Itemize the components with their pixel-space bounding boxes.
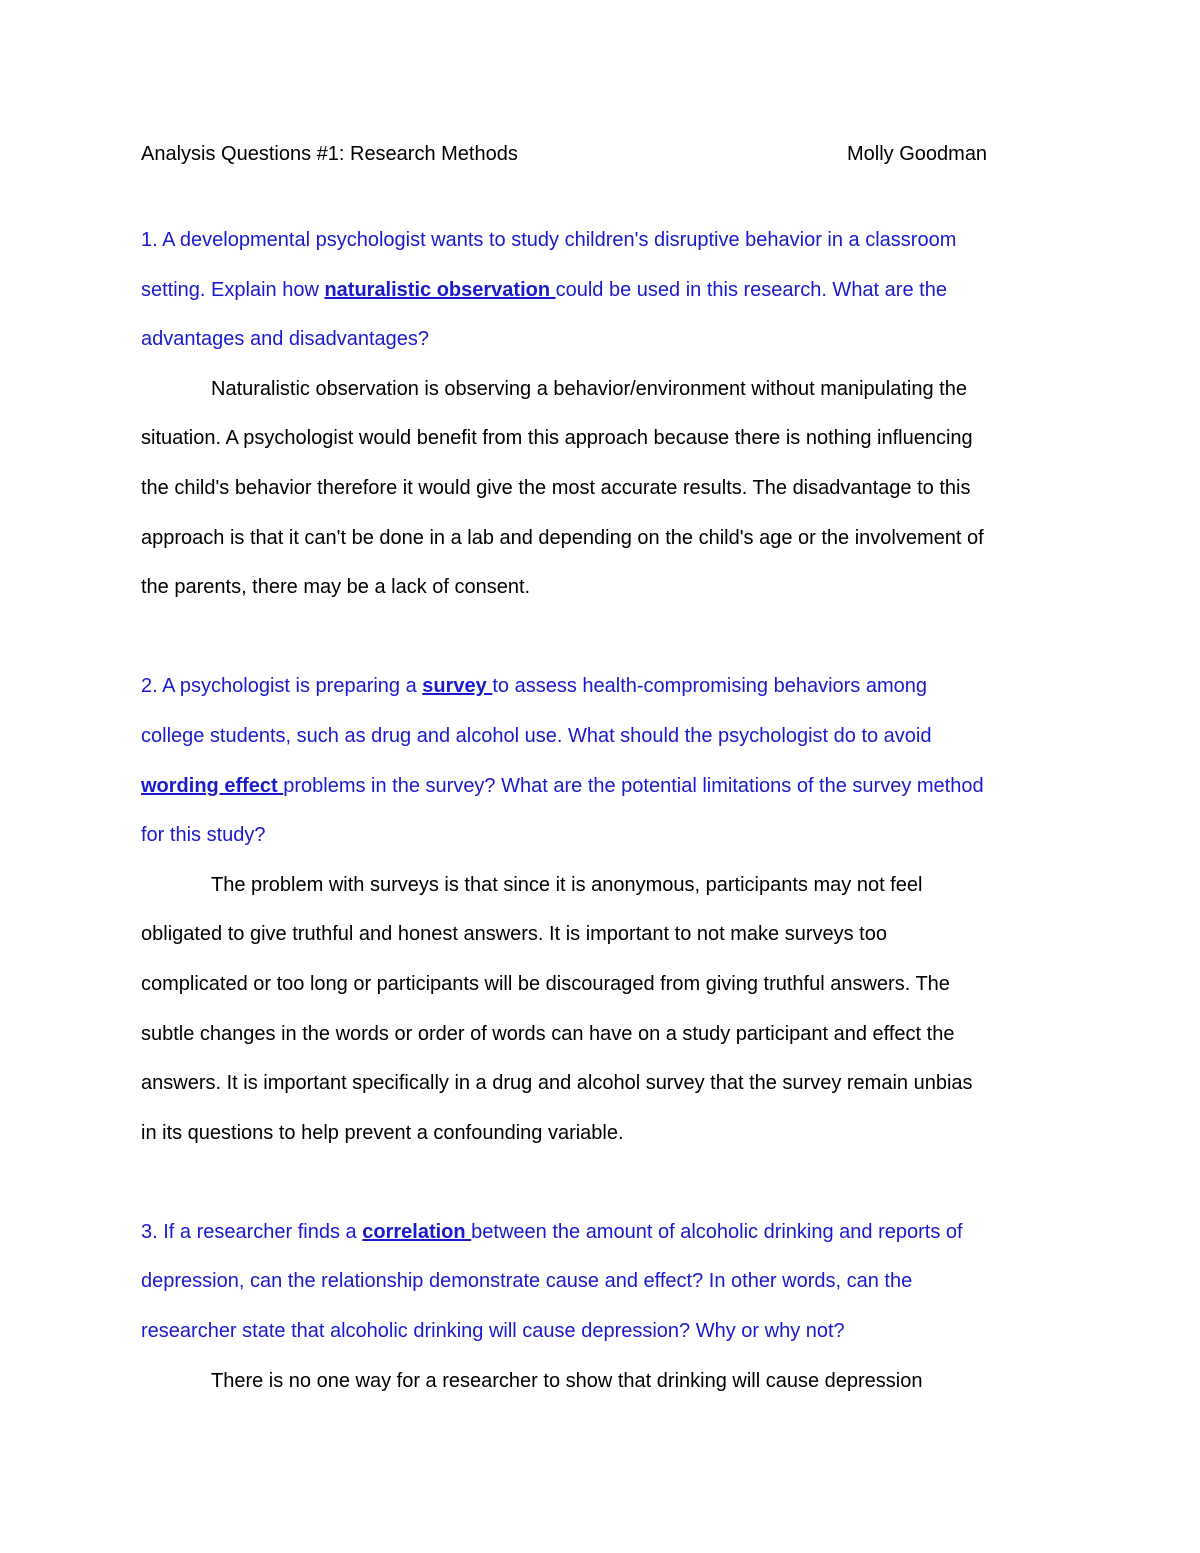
question-2-line-1 [141,671,1061,721]
document-page [141,139,1061,1415]
question-1-line-2-post: could be used in this research. What are the [555,278,947,301]
question-1-line-3: advantages and disadvantages? [141,328,430,351]
question-3 [141,1217,1061,1366]
term-naturalistic-observation: naturalistic observation [324,278,556,301]
question-1 [141,225,1061,374]
question-3-line-1-pre: 3. If a researcher finds a [141,1220,363,1243]
answer-2-line-5: answers. It is important specifically in a drug and alcohol survey that the survey remain unbias [141,1072,973,1095]
answer-1-line-1: Naturalistic observation is observing a behavior/environment without manipulating the [211,377,967,400]
answer-1-line-3: the child's behavior therefore it would give the most accurate results. The disadvantage to this [141,476,971,499]
answer-2-line-6: in its questions to help prevent a confounding variable. [141,1121,624,1144]
answer-3 [141,1366,1061,1416]
question-2 [141,671,1061,869]
document-header [141,139,1061,169]
answer-2-line-3: complicated or too long or participants will be discouraged from giving truthful answers. The [141,972,950,995]
question-1-line-2 [141,275,1061,325]
answer-1-line-4: approach is that it can't be done in a lab and depending on the child's age or the involvement of [141,526,984,549]
answer-3-line-1: There is no one way for a researcher to show that drinking will cause depression [211,1369,923,1392]
answer-1-line-5: the parents, there may be a lack of consent. [141,576,531,599]
term-correlation: correlation [362,1220,472,1243]
question-2-line-3-post: problems in the survey? What are the potential limitations of the survey method [283,774,984,797]
question-3-line-1-post: between the amount of alcoholic drinking and reports of [471,1220,963,1243]
question-3-line-3: researcher state that alcoholic drinking will cause depression? Why or why not? [141,1320,845,1343]
document-title: Analysis Questions #1: Research Methods [141,143,518,165]
term-wording-effect: wording effect [141,774,284,797]
answer-1-line-2: situation. A psychologist would benefit from this approach because there is nothing influencing [141,427,973,450]
question-1-line-1: 1. A developmental psychologist wants to study children's disruptive behavior in a classroom [141,229,957,251]
answer-2-line-1: The problem with surveys is that since it is anonymous, participants may not feel [211,873,923,896]
author-name: Molly Goodman [847,143,988,165]
answer-2-line-2: obligated to give truthful and honest answers. It is important to not make surveys too [141,923,887,946]
question-3-line-1 [141,1217,1061,1267]
question-1-line-2-pre: setting. Explain how [141,278,325,301]
question-2-line-4: for this study? [141,824,266,847]
question-3-line-2: depression, can the relationship demonstrate cause and effect? In other words, can the [141,1270,913,1293]
term-survey: survey [422,675,493,698]
answer-2 [141,870,1061,1168]
question-2-line-1-pre: 2. A psychologist is preparing a [141,675,423,698]
question-2-line-2: college students, such as drug and alcohol use. What should the psychologist do to avoid [141,724,932,747]
answer-2-line-4: subtle changes in the words or order of words can have on a study participant and effect the [141,1022,955,1045]
question-2-line-1-post: to assess health-compromising behaviors among [492,675,928,698]
answer-1 [141,374,1061,622]
question-2-line-3 [141,771,1061,821]
